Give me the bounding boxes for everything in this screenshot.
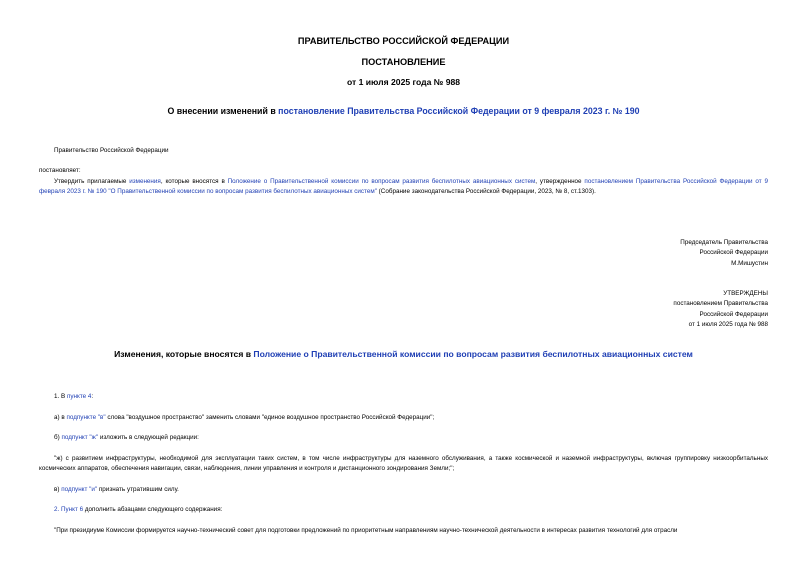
item-a — [54, 413, 434, 423]
subpoint-v-link[interactable]: подпункте "в" — [66, 414, 106, 421]
item-b-prefix: б) — [54, 434, 62, 441]
item-v-text: признать утратившим силу. — [97, 486, 179, 493]
point-6-link[interactable]: 2. Пункт 6 — [54, 506, 84, 513]
document-type-heading: ПОСТАНОВЛЕНИЕ — [361, 57, 446, 67]
item-v — [54, 485, 179, 495]
approval-by: постановлением Правительства — [673, 300, 768, 308]
document-title-prefix: О внесении изменений в — [167, 106, 279, 116]
item-1-colon: : — [91, 393, 94, 400]
item-1 — [54, 392, 93, 402]
approval-organization: Российской Федерации — [699, 310, 768, 318]
subpoint-i-link[interactable]: подпункт "и" — [61, 486, 98, 493]
item-b-text: изложить в следующей редакции: — [98, 434, 199, 441]
signature-position: Председатель Правительства — [680, 239, 768, 246]
approval-date: от 1 июля 2025 года № 988 — [688, 320, 768, 328]
resolution-190-link[interactable]: постановлением Правительства Российской Федерации от 9 февраля 2023 г. № 190 "О Правительственной комиссии по вопросам развития беспилотных авиационных систем" — [39, 178, 768, 195]
amended-resolution-link[interactable]: постановление Правительства Российской Федерации от 9 февраля 2023 г. № 190 — [278, 106, 640, 116]
changes-title-prefix: Изменения, которые вносятся в — [114, 349, 254, 359]
item-2 — [54, 505, 222, 515]
subpoint-zh-text: "ж) с развитием инфраструктуры, необходимой для эксплуатации таких систем, в том числе инфраструктуры для наземного обслуживания, а также космической и наземной инфраструктуры, включая группировку низкоорбитальных космических аппаратов, обеспечения навигации, связи, наблюдения, линии управления и контроля и дистанционного зондирования Земли;"; — [39, 455, 768, 472]
signature-name: М.Мишустин — [731, 259, 768, 267]
regulation-title-link[interactable]: Положение о Правительственной комиссии по вопросам развития беспилотных авиационных систем — [253, 349, 693, 359]
changes-link[interactable]: изменения — [129, 178, 161, 185]
issuer-text: Правительство Российской Федерации — [54, 147, 169, 154]
signature-organization: Российской Федерации — [699, 249, 768, 257]
document-date-number: от 1 июля 2025 года № 988 — [346, 77, 461, 87]
changes-title — [0, 349, 807, 359]
item-1-text: 1. В — [54, 393, 67, 400]
approve-text-1: Утвердить прилагаемые — [54, 178, 130, 185]
item-2-quote: "При президиуме Комиссии формируется научно-технический совет для подготовки предложений по приоритетным направлениям научно-технической деятельности в интересах развития технологий для отрасли — [54, 527, 678, 534]
item-a-text: слова "воздушное пространство" заменить словами "единое воздушное пространство Российской Федерации"; — [105, 414, 435, 421]
item-2-text: дополнить абзацами следующего содержания: — [83, 506, 223, 513]
signature-block — [680, 238, 768, 269]
item-b — [54, 433, 199, 443]
item-v-prefix: в) — [54, 486, 62, 493]
item-a-prefix: а) в — [54, 414, 67, 421]
approve-paragraph — [39, 177, 768, 196]
approve-text-2: , которые вносятся в — [160, 178, 228, 185]
approval-block — [673, 289, 768, 330]
decides-text: постановляет: — [39, 167, 81, 174]
approve-text-3: , утвержденное — [535, 178, 585, 185]
point-4-link[interactable]: пункте 4 — [66, 393, 92, 400]
approval-label: УТВЕРЖДЕНЫ — [723, 290, 768, 297]
document-title — [0, 106, 807, 116]
government-heading: ПРАВИТЕЛЬСТВО РОССИЙСКОЙ ФЕДЕРАЦИИ — [297, 36, 510, 46]
approve-text-4: (Собрание законодательства Российской Федерации, 2023, № 8, ст.1303). — [376, 187, 596, 195]
subpoint-zh-link[interactable]: подпункт "ж" — [61, 434, 99, 441]
regulation-link[interactable]: Положение о Правительственной комиссии по вопросам развития беспилотных авиационных систем — [227, 178, 536, 185]
